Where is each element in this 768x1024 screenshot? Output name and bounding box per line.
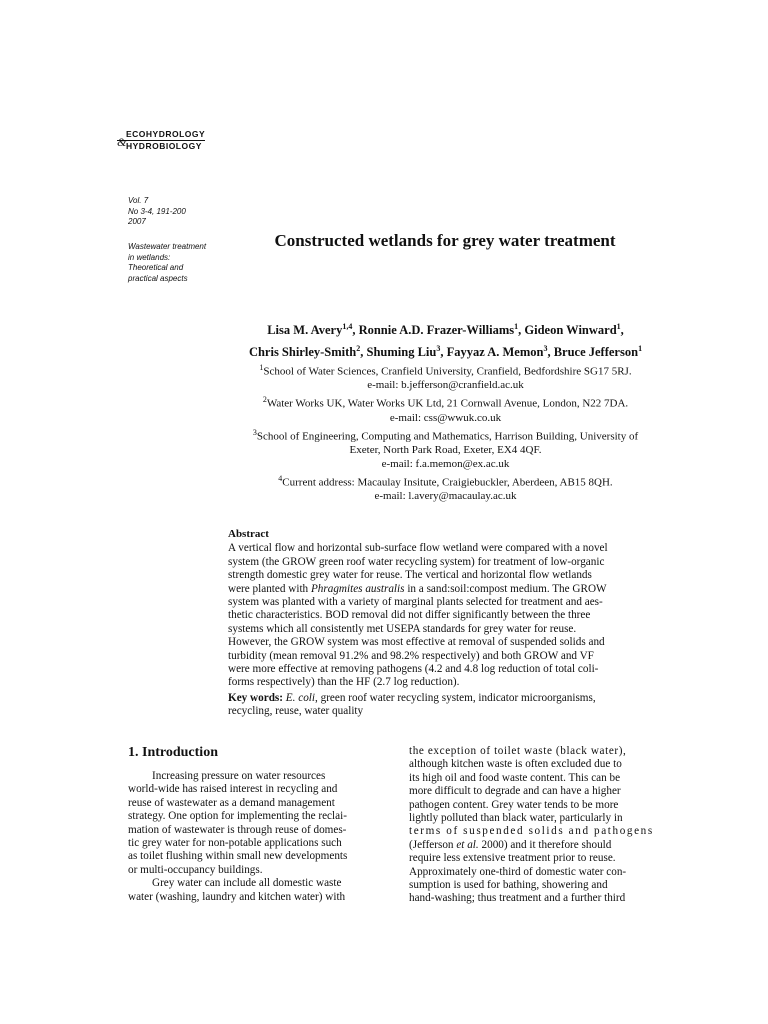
keywords-label: Key words: <box>228 691 283 704</box>
year: 2007 <box>128 217 146 226</box>
keywords-line: recycling, reuse, water quality <box>228 705 364 718</box>
intro-line: (Jefferson et al. 2000) and it therefore should <box>409 838 612 851</box>
intro-left-column <box>128 745 384 904</box>
paper-title: Constructed wetlands for grey water treatment <box>274 231 616 250</box>
author-affiliation-mark: 1 <box>514 322 519 331</box>
author-name: Chris Shirley-Smith <box>248 344 357 359</box>
abstract-line: system (the GROW green roof water recycling system) for treatment of low-organic <box>228 555 605 568</box>
intro-line: sumption is used for bathing, showering and <box>409 879 608 892</box>
intro-right-column <box>409 745 665 906</box>
logo-ampersand: & <box>117 135 127 149</box>
author-affiliation-mark: 3 <box>543 343 548 353</box>
affiliation-address: $^3$School of Engineering, Computing and Mathematics, Harrison Building, University of <box>252 427 639 443</box>
intro-line: the exception of toilet waste (black water), <box>409 745 627 757</box>
author-line: Chris Shirley-Smith$^2$, Shuming Liu$^3$, Fayyaz A. Memon$^3$, Bruce Jefferson$^1$ <box>248 343 643 359</box>
abstract-line: systems which all consistently met USEPA standards for grey water for reuse. <box>228 622 577 635</box>
intro-line: although kitchen waste is often excluded due to <box>409 758 622 771</box>
abstract-line: forms respectively) than the HF (2.7 log reduction). <box>228 676 460 689</box>
author-affiliation-mark: 1,4 <box>342 322 353 331</box>
intro-line: mation of wastewater is through reuse of domes- <box>128 823 347 836</box>
abstract-heading: Abstract <box>228 528 269 540</box>
volume: Vol. 7 <box>128 196 149 205</box>
author-name: Ronnie A.D. Frazer-Williams <box>358 323 515 338</box>
intro-line: or multi-occupancy buildings. <box>128 863 263 876</box>
affiliation-email: e-mail: l.avery@macaulay.ac.uk <box>374 490 517 502</box>
abstract-line: strength domestic grey water for reuse. The vertical and horizontal flow wetlands <box>228 569 592 582</box>
abstract <box>228 528 665 719</box>
section-heading-introduction: 1. Introduction <box>128 745 218 760</box>
affiliations <box>218 361 673 504</box>
intro-line: require less extensive treatment prior to reuse. <box>409 852 616 865</box>
author-name: Gideon Winward <box>524 323 617 338</box>
affiliation-email: e-mail: b.jefferson@cranfield.ac.uk <box>367 379 524 392</box>
author-list <box>218 318 673 361</box>
affiliation-email: e-mail: f.a.memon@ex.ac.uk <box>381 457 510 470</box>
abstract-line: A vertical flow and horizontal sub-surface flow wetland were compared with a novel <box>228 542 608 555</box>
affiliation-address: $^2$Water Works UK, Water Works UK Ltd, 21 Cornwall Avenue, London, N22 7DA. <box>262 395 629 410</box>
intro-line: as toilet flushing within small new developments <box>128 850 348 863</box>
intro-right-text <box>409 745 665 906</box>
intro-line: water (washing, laundry and kitchen water) with <box>128 890 346 903</box>
abstract-line: were more effective at removing pathogens (4.2 and 4.8 log reduction of total coli- <box>228 663 599 676</box>
author-affiliation-mark: 3 <box>436 343 441 353</box>
intro-line: more difficult to degrade and can have a higher <box>409 785 621 798</box>
logo-line-ecohydrology: ECOHYDROLOGY <box>117 129 205 141</box>
author-affiliation-mark: 1 <box>616 322 621 331</box>
abstract-line: However, the GROW system was most effective at removal of suspended solids and <box>228 636 605 649</box>
intro-line: terms of suspended solids and pathogens <box>409 825 654 838</box>
intro-left-text <box>128 770 384 904</box>
section-line: Wastewater treatment <box>128 242 207 251</box>
author-name: Lisa M. Avery <box>267 323 343 338</box>
abstract-line: system was planted with a variety of marginal plants selected for treatment and aes- <box>228 596 603 609</box>
intro-line: reuse of wastewater as a demand management <box>128 796 335 809</box>
author-affiliation-mark: 2 <box>356 343 361 353</box>
abstract-line: thetic characteristics. BOD removal did not differ significantly between the three <box>228 609 591 622</box>
section-line: Theoretical and <box>128 263 184 272</box>
intro-line: Grey water can include all domestic waste <box>152 877 342 890</box>
intro-line: lightly polluted than black water, particularly in <box>409 812 623 825</box>
intro-line: tic grey water for non-potable applications such <box>128 837 342 850</box>
author-affiliation-mark: 1 <box>638 343 643 353</box>
section-line: practical aspects <box>128 273 188 283</box>
intro-line: Increasing pressure on water resources <box>152 770 326 782</box>
intro-line: its high oil and food waste content. This can be <box>409 771 621 784</box>
author-name: Bruce Jefferson <box>553 344 639 359</box>
section-line: in wetlands: <box>128 252 171 262</box>
abstract-body <box>228 542 665 689</box>
intro-line: hand-washing; thus treatment and a further third <box>409 892 626 905</box>
intro-line: world-wide has raised interest in recycling and <box>128 783 338 796</box>
author-line: Lisa M. Avery$^{1,4}$, Ronnie A.D. Frazer-Williams$^1$, Gideon Winward$^1$, <box>267 322 624 338</box>
affiliation-address: $^4$Current address: Macaulay Insitute, Craigiebuckler, Aberdeen, AB15 8QH. <box>278 473 613 489</box>
affiliation-address: $^1$School of Water Sciences, Cranfield University, Cranfield, Bedfordshire SG17 5RJ. <box>259 363 632 378</box>
logo-line-hydrobiology: HYDROBIOLOGY <box>126 141 202 151</box>
issue-pages: No 3-4, 191-200 <box>128 206 186 216</box>
intro-line: strategy. One option for implementing the reclai- <box>128 810 347 823</box>
affiliation-email: Exeter, North Park Road, Exeter, EX4 4QF. <box>349 443 542 456</box>
keywords <box>228 692 665 719</box>
volume-info <box>128 196 218 228</box>
keywords-line: Key words: E. coli, green roof water recycling system, indicator microorganisms, <box>228 691 596 704</box>
journal-logo <box>117 129 205 152</box>
author-name: Fayyaz A. Memon <box>446 344 544 359</box>
intro-line: Approximately one-third of domestic water con- <box>409 865 627 878</box>
intro-line: pathogen content. Grey water tends to be more <box>409 798 619 811</box>
abstract-line: turbidity (mean removal 91.2% and 98.2% respectively) and both GROW and VF <box>228 649 594 662</box>
section-label <box>128 242 218 284</box>
affiliation-email: e-mail: css@wwuk.co.uk <box>389 411 502 424</box>
abstract-line: were planted with Phragmites australis in a sand:soil:compost medium. The GROW <box>228 582 607 595</box>
author-name: Shuming Liu <box>366 344 437 359</box>
